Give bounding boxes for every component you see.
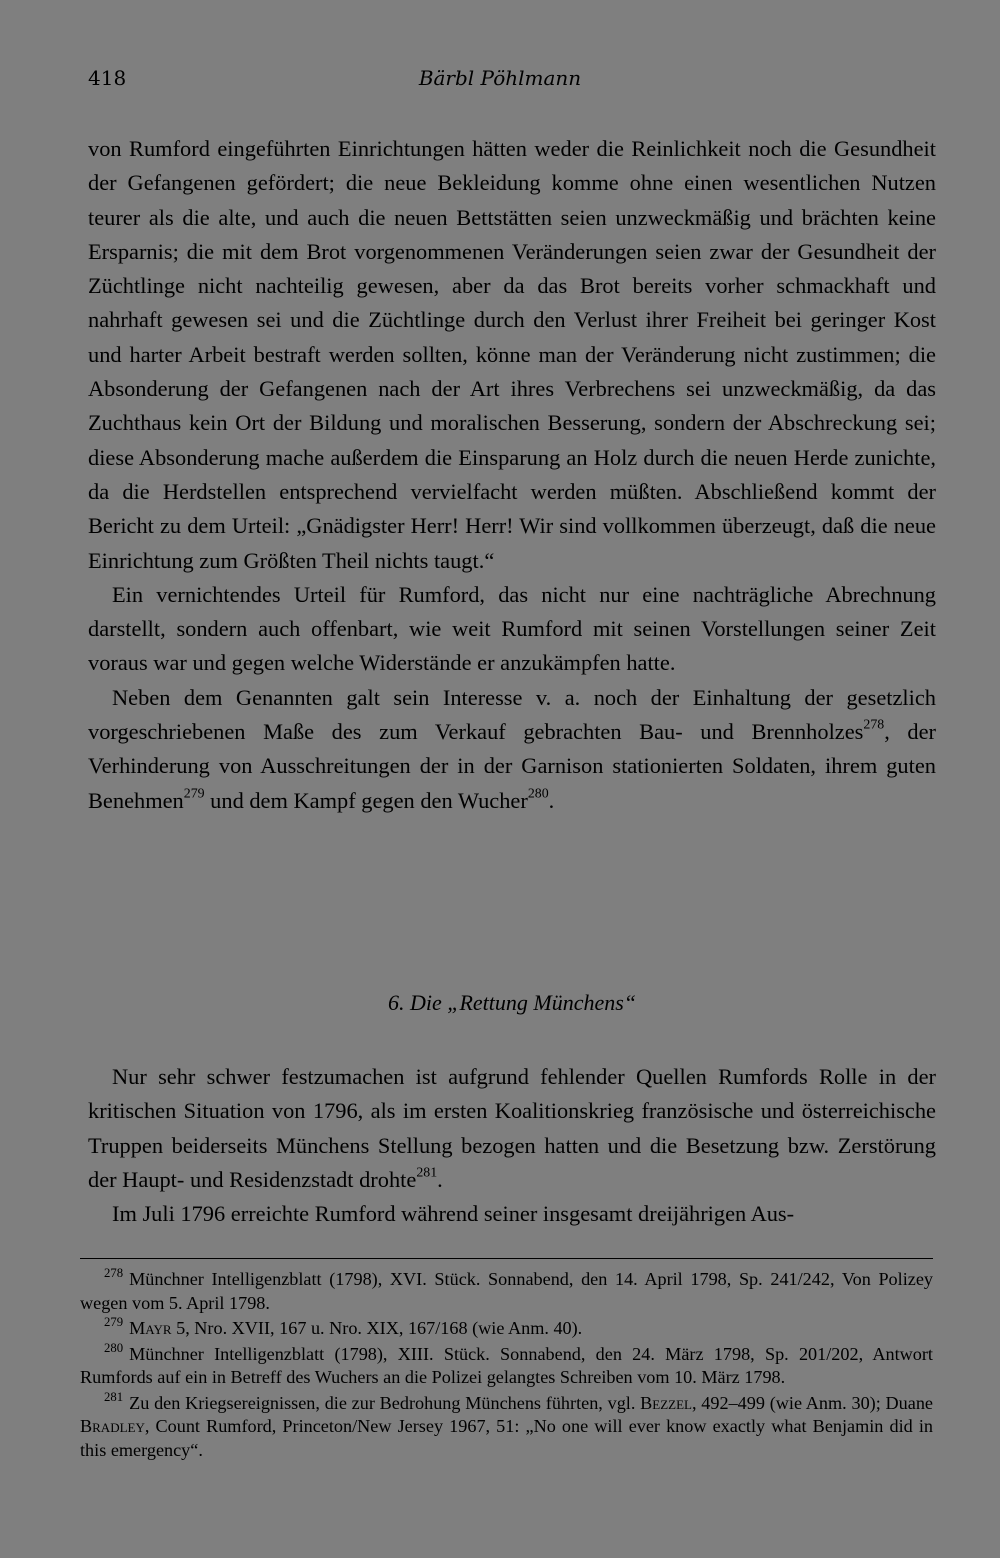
paragraph-3-text: Neben dem Genannten galt sein Interesse v. a. noch der Einhaltung der gesetzlich vorgeschriebenen Maße des zum Verkauf gebrachten Bau- und Brennholzes bbox=[88, 684, 936, 745]
section-paragraph-2: Im Juli 1796 erreichte Rumford während seiner insgesamt dreijährigen Aus- bbox=[112, 1201, 795, 1227]
footnote-text: Münchner Intelligenzblatt (1798), XIII. Stück. Sonnabend, den 24. März 1798, Sp. 201/202, Antwort Rumfords auf ein in Betreff des Wuchers an die Polizei gelangtes Schreiben vom 10. März 1798. bbox=[80, 1343, 933, 1387]
section-body bbox=[88, 1060, 936, 1231]
footnote-ref-278[interactable]: 278 bbox=[863, 717, 885, 733]
footnote-text: 5, Nro. XVII, 167 u. Nro. XIX, 167/168 (wie Anm. 40). bbox=[171, 1318, 583, 1338]
footnote-ref-279[interactable]: 279 bbox=[183, 786, 205, 802]
paragraph-3 bbox=[88, 681, 936, 818]
footnote-author: Mayr bbox=[129, 1318, 172, 1338]
footnote-281 bbox=[80, 1389, 933, 1463]
footnote-number: 281 bbox=[104, 1389, 124, 1404]
footnote-ref-280[interactable]: 280 bbox=[527, 786, 549, 802]
footnote-author: Bradley bbox=[80, 1416, 145, 1436]
footnote-text: Zu den Kriegsereignissen, die zur Bedrohung Münchens führten, vgl. bbox=[129, 1392, 641, 1413]
running-head: Bärbl Pöhlmann bbox=[418, 66, 582, 90]
paragraph-1: von Rumford eingeführten Einrichtungen hätten weder die Reinlichkeit noch die Gesundheit der Gefangenen gefördert; die neue Bekleidung komme ohne einen wesentlichen Nutzen teurer als die alte, und auch die neuen Bettstätten seien unzweckmäßig und brächten keine Ersparnis; die mit dem Brot vorgenommenen Veränderungen seien zwar der Gesundheit der Züchtlinge nicht nachteilig gewesen, aber da das Brot bereits vorher schmackhaft und nahrhaft gewesen sei und die Züchtlinge durch den Verlust ihrer Freiheit bei geringer Kost und harter Arbeit bestraft werden sollten, könne man der Veränderung nicht zustimmen; die Absonderung der Gefangenen nach der Art ihres Verbrechens sei unzweckmäßig, da das Zuchthaus kein Ort der Bildung und moralischen Besserung, sondern der Abschreckung sei; diese Absonderung mache außerdem die Einsparung an Holz durch die neuen Herde zunichte, da die Herdstellen entsprechend vervielfacht werden müßten. Abschließend kommt der Bericht zu dem Urteil: „Gnädigster Herr! Herr! Wir sind vollkommen überzeugt, daß die neue Einrichtung zum Größten Theil nichts taugt.“ bbox=[88, 136, 936, 573]
body-text bbox=[88, 132, 936, 818]
paragraph-3-text: , der Verhinderung von Ausschreitungen der in der Garnison stationierten Soldaten, ihrem guten Benehmen bbox=[88, 719, 936, 813]
footnote-divider bbox=[80, 1258, 933, 1259]
footnote-author: Bezzel bbox=[640, 1392, 692, 1413]
footnote-number: 280 bbox=[104, 1340, 124, 1355]
footnote-ref-281[interactable]: 281 bbox=[416, 1165, 438, 1181]
footnote-number: 278 bbox=[104, 1266, 124, 1281]
footnote-text: Münchner Intelligenzblatt (1798), XVI. Stück. Sonnabend, den 14. April 1798, Sp. 241/242, Von Polizey wegen vom 5. April 1798. bbox=[80, 1269, 933, 1313]
footnotes bbox=[80, 1268, 933, 1464]
section-paragraph-1 bbox=[88, 1060, 936, 1197]
footnote-text: , Count Rumford, Princeton/New Jersey 1967, 51: „No one will ever know exactly what Benjamin did in this emergency“. bbox=[80, 1416, 933, 1460]
footnote-278 bbox=[80, 1268, 933, 1315]
section-paragraph-1-text: Nur sehr schwer festzumachen ist aufgrund fehlender Quellen Rumfords Rolle in der kritischen Situation von 1796, als im ersten Koalitionskrieg französische und österreichische Truppen beiderseits Münchens Stellung bezogen hatten und die Besetzung bzw. Zerstörung der Haupt- und Residenzstadt drohte bbox=[88, 1064, 936, 1192]
footnote-text: , 492–499 (wie Anm. 30); Duane bbox=[692, 1392, 933, 1413]
paragraph-3-text: . bbox=[548, 787, 555, 813]
page-header bbox=[88, 66, 912, 96]
footnote-279 bbox=[80, 1317, 933, 1341]
footnote-280 bbox=[80, 1340, 933, 1390]
page-number: 418 bbox=[88, 66, 127, 90]
section-paragraph-1-text: . bbox=[437, 1166, 443, 1192]
footnote-number: 279 bbox=[104, 1315, 124, 1330]
section-heading: 6. Die „Rettung Münchens“ bbox=[387, 990, 637, 1015]
paragraph-3-text: und dem Kampf gegen den Wucher bbox=[204, 787, 528, 813]
paragraph-2: Ein vernichtendes Urteil für Rumford, das nicht nur eine nachträgliche Abrechnung darstellt, sondern auch offenbart, wie weit Rumford mit seinen Vorstellungen seiner Zeit voraus war und gegen welche Widerstände er anzukämpfen hatte. bbox=[88, 581, 936, 676]
